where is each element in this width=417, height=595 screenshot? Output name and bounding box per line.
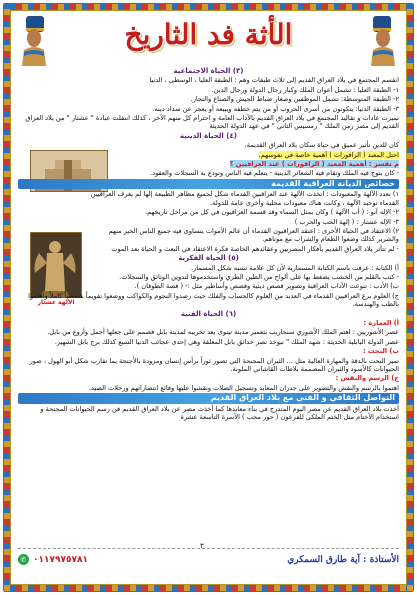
phone-contact — [18, 554, 88, 565]
paragraph: ٣- الإله عشتار : ( إلهة الحب والحرب ) — [294, 217, 399, 226]
page-title: الأثة فد الثاريخ — [124, 18, 293, 51]
highlight: احتل المعبد ( الزاقورات ) أهمية خاصة في نفوسهم. — [258, 150, 399, 159]
footer — [18, 548, 399, 570]
question-line — [114, 160, 399, 168]
nefertiti-bust-icon — [14, 14, 54, 66]
paragraph: عصر الأشوريين : اهتم الملك الأشوري سنحاريب بتعمير مدينة نينوى بعد تخريبه لمدينة بابل فصمم على جعلها أجمل وأروع من بابل. — [47, 328, 399, 337]
paragraph: ٣- الطبقة الدنيا: يتكونون من أسرى الحروب أو من يتم خطفه ويبيعه أو يعجز عن سداد دينه. — [152, 104, 399, 113]
paragraph: تميزت عادات و تقاليد المجتمع في بلاد العراق القديم بالآداب العامة و احترام كل منهم الآخر ، كذلك انتقلت عبادة " عشتار " من بلاد العراق القديم إلى مصر زمن الملك " رمسيس الثاني " في عهد الدولة الحديثة — [25, 114, 399, 131]
left-ornament-band — [4, 4, 10, 591]
paragraph: ٢) الاعتقاد في الحياة الأخرى : اعتقد العراقيون القدماء أن عالم الأموات يتساوى فيه جميع الناس الخير منهم والشرير كذلك وضعوا الطعام والشراب مع موتاهم. — [108, 226, 399, 244]
paragraph: ١- الطبقة العليا : تشمل أعوان الملك وكبار رجال الدولة ورجال الدين. — [211, 85, 399, 94]
paragraph: ٢- الطبقة المتوسطة: تشمل الموظفين وصغار ضباط الجيش والصناع والتجار. — [190, 95, 399, 104]
subheading: ب) النحت : — [362, 347, 399, 356]
paragraph: أخذت بلاد العراق القديم عن مصر اليوم المتدرج في بناء معابدها كما أخذت مصر عن بلاد العراق القديم فن رسم الحيوانات المجنحة و استخدام الأختام مثل الختم الملكي للفرعون ( حور محب ) الأسرة التاسعة عشرة — [40, 404, 399, 422]
section-heading-social: (٣) الحياة الاجتماعية — [173, 67, 244, 75]
section-heading-intellectual: (٥) الحياة الفكرية — [178, 254, 239, 263]
teacher-name: الأستاذة : آية طارق السمكري — [287, 554, 399, 565]
paragraph: ٢- الإله آنو : ( أب الآلهة ) وكان يمثل السماء وقد قسمه العراقيون في كل من مراحل تاريخهم. — [144, 208, 399, 217]
paragraph: - كتب بالقلم من الخشب يضغط بها على ألواح من الطين الطري واستخدموها لتدوين الوثائق والسجلات. — [119, 272, 399, 281]
paragraph: ج) العلوم برع العراقيين القدماء في العديد من العلوم كالحساب والفلك حيث رصدوا النجوم والكواكب ووضعوا تقويماً شمسياً كاملاً واهتموا بالطب والهندسة. — [28, 291, 399, 309]
paragraph: أ) الكتابة : عرفت باسم الكتابة المسمارية لأن كل علامة تشبه شكل المسمار. — [190, 263, 399, 272]
bottom-ornament-band — [4, 585, 413, 591]
section-heading-contact: التواصل الثقافي و الفني مع بلاد العراق القديم — [18, 393, 399, 403]
paragraph: كان للدين تأثير عميق في حياة سكان بلاد العراق القديمة. — [244, 141, 399, 150]
section-heading-beliefs: خصائص الديانة العراقية القديمة — [18, 179, 399, 189]
paragraph: - لم تتأثر بلاد العراق القديم بأفكار المصريين وعقائدهم الخاصة فكرة الاعتقاد في البعث و الحياة بعد الموت — [111, 244, 399, 253]
main-content — [18, 66, 399, 542]
paragraph: ب) الأدب : تنوعت الآداب العراقية وتصوير قصص دينية وقصص وأساطير مثل :- ( قصة الطوفان ). — [134, 282, 399, 291]
paragraph — [114, 151, 399, 159]
paragraph: - كان يتوج فيه الملك وتقام فيه الشعائر الدينية - يتعلم فيه الناس وتودع به السجلات والعقود. — [150, 169, 399, 178]
paragraph: تميز النحت بالدقة والمهارة العالية مثل ... الثيران المجنحة التي تصور ثوراً برأس إنسان ومزودة بالأجنحة بما تقارب شكل أبو الهول ، صور الحيوانات كالأسود والثيران المصممة بلاطات القاشاني الملونة. — [29, 356, 399, 373]
highlight: م تفسر : أهمية المعبد ( الزاقورات ) عند العراقيين ؟ — [229, 160, 399, 169]
section-heading-religion: (٤) الحياة الدينية — [180, 131, 237, 140]
phone-number: ٠١١٧٩٧٥٧٨١ — [33, 554, 88, 565]
paragraph: عصر الدولة البابلية الحديثة : شهد الملك " نبوخذ نصر حدائق بابل المعلقة وهي إحدى عجائب الدنيا السبع كذلك برج بابل الشهير. — [54, 337, 399, 346]
paragraph: انقسم المجتمع في بلاد العراق القديم إلى ثلاث طبقات وهم : الطبقة العليا ، الوسطى ، الدنيا — [149, 76, 399, 85]
paragraph: ١) تعدد الآلهة والمعبودات : اتخذت الآلهة عند العراقيين القدماء شكل لجميع مظاهر الطبيعة إلها لم يعرف العراقيين القدماء توحيد الآلهة ، وكانت هناك معبودات محلية وأخرى عامة للدولة. — [90, 190, 399, 207]
nefertiti-bust-icon — [363, 14, 403, 66]
section-heading-art: (٦) الحياة الفنية — [180, 309, 237, 318]
right-ornament-band — [407, 4, 413, 591]
whatsapp-icon: ✆ — [18, 554, 29, 565]
page-number: ٣ — [200, 542, 204, 550]
subheading: أ) العمارة : — [363, 318, 399, 327]
paragraph: اهتموا بالرسم والنقش والتصوير على جدران المعابد وتسجيل الصلات ونقشوا عليها وقائع انتصاراتهم ورحلات الصيد. — [88, 383, 399, 392]
subheading: ج) الرسم والنقش : — [335, 374, 399, 383]
top-ornament-band — [4, 4, 413, 10]
ishtar-caption: الآلهة عشتار — [37, 299, 75, 306]
